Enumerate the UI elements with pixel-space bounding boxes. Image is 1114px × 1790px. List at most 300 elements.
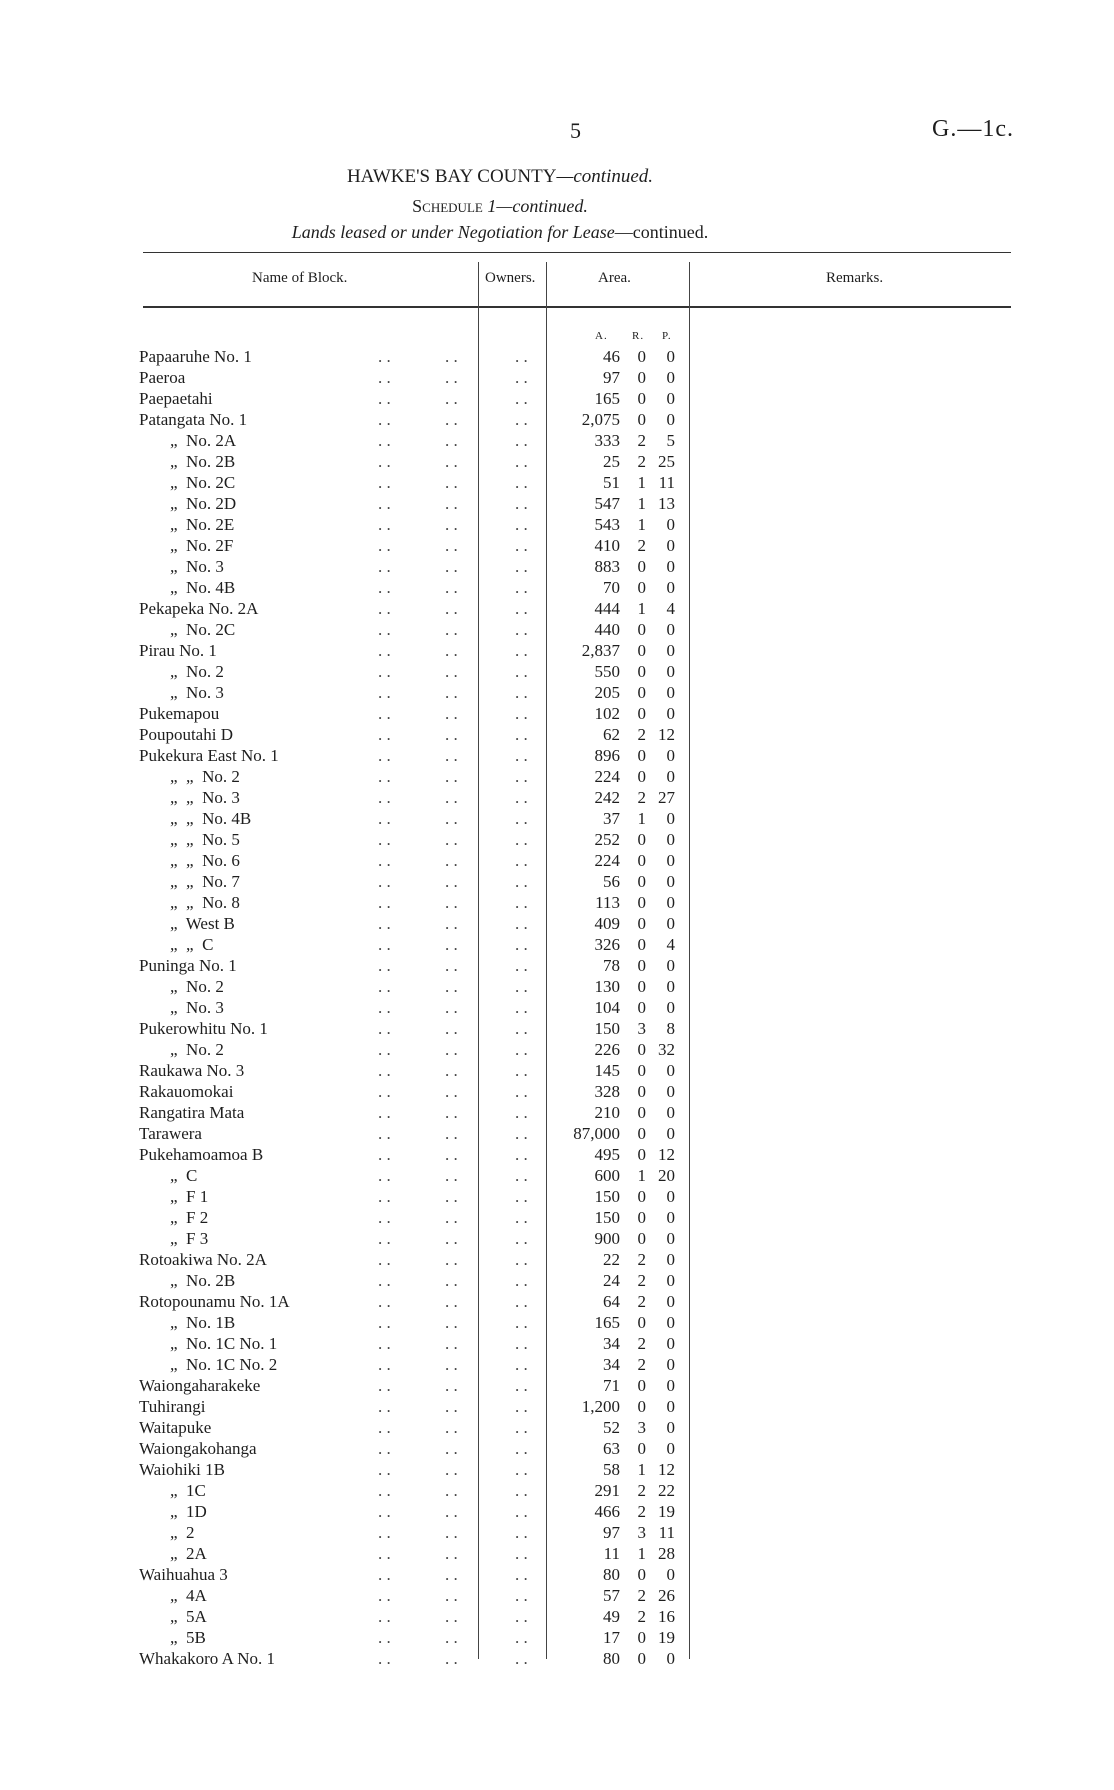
leader-dots: . . <box>515 662 528 681</box>
leader-dots: . . <box>445 1481 458 1500</box>
block-name: „ F 1 <box>170 1187 209 1206</box>
leader-dots: . . <box>445 1355 458 1374</box>
block-name: Waihuahua 3 <box>139 1565 228 1584</box>
area-roods: 3 <box>637 1019 646 1038</box>
block-name: „ „ No. 3 <box>170 788 240 807</box>
block-name: „ No. 4B <box>170 578 236 597</box>
leader-dots: . . <box>378 893 391 912</box>
leader-dots: . . <box>515 452 528 471</box>
area-roods: 0 <box>637 977 646 996</box>
area-acres: 62 <box>603 725 620 744</box>
leader-dots: . . <box>515 872 528 891</box>
block-name: Rakauomokai <box>139 1082 234 1101</box>
leader-dots: . . <box>378 683 391 702</box>
area-roods: 0 <box>637 1145 646 1164</box>
block-name: „ No. 2B <box>170 452 236 471</box>
leader-dots: . . <box>515 368 528 387</box>
leader-dots: . . <box>515 1649 528 1668</box>
area-acres: 130 <box>594 977 620 996</box>
table-row <box>0 871 1114 892</box>
table-row <box>0 367 1114 388</box>
table-row <box>0 934 1114 955</box>
leader-dots: . . <box>515 1628 528 1647</box>
block-name: Whakakoro A No. 1 <box>139 1649 275 1668</box>
leader-dots: . . <box>445 1544 458 1563</box>
area-acres: 550 <box>594 662 620 681</box>
block-name: Waiongakohanga <box>139 1439 257 1458</box>
leader-dots: . . <box>378 830 391 849</box>
leader-dots: . . <box>515 1502 528 1521</box>
block-name: Poupoutahi D <box>139 725 233 744</box>
leader-dots: . . <box>445 1376 458 1395</box>
area-acres: 24 <box>603 1271 620 1290</box>
area-perches: 32 <box>658 1040 675 1059</box>
leader-dots: . . <box>445 1103 458 1122</box>
area-roods: 2 <box>637 431 646 450</box>
area-perches: 19 <box>658 1628 675 1647</box>
area-roods: 3 <box>637 1418 646 1437</box>
table-row <box>0 640 1114 661</box>
area-perches: 0 <box>666 1376 675 1395</box>
leader-dots: . . <box>445 515 458 534</box>
area-perches: 28 <box>658 1544 675 1563</box>
area-roods: 0 <box>637 620 646 639</box>
area-acres: 71 <box>603 1376 620 1395</box>
area-roods: 0 <box>637 830 646 849</box>
leader-dots: . . <box>515 1607 528 1626</box>
leader-dots: . . <box>378 1208 391 1227</box>
leader-dots: . . <box>515 473 528 492</box>
area-acres: 34 <box>603 1334 620 1353</box>
area-acres: 97 <box>603 368 620 387</box>
table-row <box>0 1165 1114 1186</box>
leader-dots: . . <box>378 704 391 723</box>
block-name: Tuhirangi <box>139 1397 206 1416</box>
area-roods: 0 <box>637 1397 646 1416</box>
area-perches: 0 <box>666 956 675 975</box>
leader-dots: . . <box>445 1502 458 1521</box>
area-perches: 11 <box>658 1523 675 1542</box>
block-name: „ 5B <box>170 1628 206 1647</box>
area-roods: 1 <box>637 473 646 492</box>
table-row <box>0 514 1114 535</box>
area-acres: 495 <box>594 1145 620 1164</box>
area-acres: 80 <box>603 1565 620 1584</box>
area-acres: 2,837 <box>581 641 620 660</box>
area-perches: 0 <box>666 1082 675 1101</box>
leader-dots: . . <box>515 431 528 450</box>
table-row <box>0 1480 1114 1501</box>
table-row <box>0 1228 1114 1249</box>
table-row <box>0 682 1114 703</box>
area-roods: 0 <box>637 578 646 597</box>
area-roods: 1 <box>637 515 646 534</box>
county-suffix: —continued. <box>556 166 654 187</box>
area-perches: 12 <box>658 725 675 744</box>
leader-dots: . . <box>378 1040 391 1059</box>
leader-dots: . . <box>445 830 458 849</box>
leader-dots: . . <box>445 620 458 639</box>
block-name: „ „ C <box>170 935 214 954</box>
table-row <box>0 1207 1114 1228</box>
area-roods: 0 <box>637 872 646 891</box>
block-name: „ No. 2E <box>170 515 235 534</box>
leader-dots: . . <box>515 1544 528 1563</box>
table-row <box>0 619 1114 640</box>
leader-dots: . . <box>445 1565 458 1584</box>
area-roods: 2 <box>637 1586 646 1605</box>
leader-dots: . . <box>378 1061 391 1080</box>
block-name: „ No. 1C No. 2 <box>170 1355 278 1374</box>
leader-dots: . . <box>515 1376 528 1395</box>
leader-dots: . . <box>378 1019 391 1038</box>
area-perches: 0 <box>666 851 675 870</box>
leader-dots: . . <box>378 1376 391 1395</box>
area-perches: 0 <box>666 1250 675 1269</box>
table-row <box>0 766 1114 787</box>
area-acres: 63 <box>603 1439 620 1458</box>
lands-heading <box>0 222 1000 243</box>
leader-dots: . . <box>378 1187 391 1206</box>
area-perches: 0 <box>666 1313 675 1332</box>
table-row <box>0 556 1114 577</box>
leader-dots: . . <box>515 1460 528 1479</box>
leader-dots: . . <box>445 956 458 975</box>
block-name: „ 4A <box>170 1586 207 1605</box>
area-acres: 543 <box>594 515 620 534</box>
area-roods: 1 <box>637 1460 646 1479</box>
block-name: Pukekura East No. 1 <box>139 746 279 765</box>
leader-dots: . . <box>378 872 391 891</box>
leader-dots: . . <box>445 1145 458 1164</box>
area-acres: 242 <box>594 788 620 807</box>
page-number: 5 <box>570 118 581 143</box>
area-roods: 0 <box>637 1103 646 1122</box>
area-roods: 2 <box>637 536 646 555</box>
table-row <box>0 451 1114 472</box>
block-name: Rotoakiwa No. 2A <box>139 1250 267 1269</box>
leader-dots: . . <box>515 1397 528 1416</box>
block-name: Pukemapou <box>139 704 220 723</box>
area-roods: 0 <box>637 1208 646 1227</box>
leader-dots: . . <box>378 1523 391 1542</box>
area-perches: 12 <box>658 1460 675 1479</box>
table-row <box>0 1186 1114 1207</box>
table-row <box>0 1501 1114 1522</box>
block-name: „ No. 1B <box>170 1313 236 1332</box>
table-row <box>0 346 1114 367</box>
area-roods: 0 <box>637 1649 646 1668</box>
leader-dots: . . <box>445 1334 458 1353</box>
area-perches: 4 <box>666 599 675 618</box>
area-perches: 0 <box>666 410 675 429</box>
leader-dots: . . <box>515 1481 528 1500</box>
area-perches: 0 <box>666 1397 675 1416</box>
table-row <box>0 745 1114 766</box>
area-perches: 0 <box>666 1292 675 1311</box>
table-row <box>0 1522 1114 1543</box>
area-perches: 0 <box>666 1124 675 1143</box>
area-perches: 0 <box>666 662 675 681</box>
column-header-remarks: Remarks. <box>826 270 884 286</box>
leader-dots: . . <box>445 788 458 807</box>
area-acres: 409 <box>594 914 620 933</box>
area-roods: 0 <box>637 1376 646 1395</box>
area-acres: 34 <box>603 1355 620 1374</box>
table-row <box>0 1417 1114 1438</box>
leader-dots: . . <box>378 389 391 408</box>
leader-dots: . . <box>378 473 391 492</box>
leader-dots: . . <box>445 578 458 597</box>
area-perches: 0 <box>666 977 675 996</box>
area-roods: 2 <box>637 788 646 807</box>
leader-dots: . . <box>445 914 458 933</box>
area-roods: 0 <box>637 935 646 954</box>
area-perches: 0 <box>666 1334 675 1353</box>
leader-dots: . . <box>445 683 458 702</box>
table-row <box>0 1018 1114 1039</box>
leader-dots: . . <box>515 620 528 639</box>
area-perches: 0 <box>666 914 675 933</box>
table-row <box>0 1606 1114 1627</box>
leader-dots: . . <box>515 704 528 723</box>
block-name: „ „ No. 6 <box>170 851 240 870</box>
block-name: „ No. 2 <box>170 977 224 996</box>
leader-dots: . . <box>378 1166 391 1185</box>
leader-dots: . . <box>445 1271 458 1290</box>
leader-dots: . . <box>445 1082 458 1101</box>
area-roods: 0 <box>637 893 646 912</box>
area-acres: 104 <box>594 998 620 1017</box>
area-perches: 0 <box>666 1229 675 1248</box>
table-row <box>0 535 1114 556</box>
leader-dots: . . <box>378 410 391 429</box>
leader-dots: . . <box>445 935 458 954</box>
table-row <box>0 1312 1114 1333</box>
table-row <box>0 850 1114 871</box>
table-row <box>0 1081 1114 1102</box>
area-roods: 0 <box>637 998 646 1017</box>
leader-dots: . . <box>378 1481 391 1500</box>
table-row <box>0 1564 1114 1585</box>
leader-dots: . . <box>515 1292 528 1311</box>
table-row <box>0 1585 1114 1606</box>
table-row <box>0 892 1114 913</box>
leader-dots: . . <box>515 914 528 933</box>
area-acres: 224 <box>594 767 620 786</box>
area-acres: 17 <box>603 1628 620 1647</box>
area-perches: 0 <box>666 347 675 366</box>
area-perches: 16 <box>658 1607 675 1626</box>
leader-dots: . . <box>378 1124 391 1143</box>
table-row <box>0 955 1114 976</box>
area-perches: 0 <box>666 1565 675 1584</box>
block-name: Pukehamoamoa B <box>139 1145 264 1164</box>
area-acres: 2,075 <box>581 410 620 429</box>
area-perches: 20 <box>658 1166 675 1185</box>
table-row <box>0 472 1114 493</box>
area-roods: 0 <box>637 368 646 387</box>
area-acres: 46 <box>603 347 620 366</box>
leader-dots: . . <box>378 767 391 786</box>
area-perches: 0 <box>666 1187 675 1206</box>
area-acres: 70 <box>603 578 620 597</box>
leader-dots: . . <box>445 494 458 513</box>
area-acres: 252 <box>594 830 620 849</box>
leader-dots: . . <box>515 1439 528 1458</box>
area-acres: 87,000 <box>573 1124 620 1143</box>
table-row <box>0 787 1114 808</box>
leader-dots: . . <box>378 1250 391 1269</box>
area-perches: 0 <box>666 641 675 660</box>
table-row <box>0 1270 1114 1291</box>
area-roods: 0 <box>637 557 646 576</box>
leader-dots: . . <box>515 515 528 534</box>
block-name: „ 5A <box>170 1607 207 1626</box>
leader-dots: . . <box>515 1124 528 1143</box>
block-name: „ „ No. 8 <box>170 893 240 912</box>
document-code: G.—1c. <box>932 116 1014 142</box>
leader-dots: . . <box>378 620 391 639</box>
leader-dots: . . <box>378 1313 391 1332</box>
area-perches: 0 <box>666 704 675 723</box>
leader-dots: . . <box>378 1103 391 1122</box>
area-roods: 0 <box>637 389 646 408</box>
leader-dots: . . <box>445 1586 458 1605</box>
leader-dots: . . <box>445 872 458 891</box>
leader-dots: . . <box>515 893 528 912</box>
area-roods: 0 <box>637 746 646 765</box>
block-name: Patangata No. 1 <box>139 410 248 429</box>
table-row <box>0 808 1114 829</box>
block-name: „ „ No. 5 <box>170 830 240 849</box>
leader-dots: . . <box>445 1523 458 1542</box>
leader-dots: . . <box>378 1439 391 1458</box>
area-perches: 0 <box>666 746 675 765</box>
block-name: „ No. 2D <box>170 494 237 513</box>
leader-dots: . . <box>378 1460 391 1479</box>
leader-dots: . . <box>445 641 458 660</box>
leader-dots: . . <box>445 1628 458 1647</box>
leader-dots: . . <box>378 1628 391 1647</box>
leader-dots: . . <box>515 851 528 870</box>
table-row <box>0 997 1114 1018</box>
column-header-area: Area. <box>598 270 631 286</box>
leader-dots: . . <box>515 935 528 954</box>
block-name: „ No. 3 <box>170 683 224 702</box>
leader-dots: . . <box>378 1292 391 1311</box>
area-perches: 0 <box>666 1439 675 1458</box>
leader-dots: . . <box>515 557 528 576</box>
area-perches: 0 <box>666 557 675 576</box>
block-name: „ No. 2C <box>170 473 236 492</box>
area-perches: 0 <box>666 809 675 828</box>
unit-roods: R. <box>632 330 645 342</box>
leader-dots: . . <box>445 998 458 1017</box>
area-acres: 226 <box>594 1040 620 1059</box>
table-row <box>0 1144 1114 1165</box>
table-row <box>0 1396 1114 1417</box>
leader-dots: . . <box>515 389 528 408</box>
leader-dots: . . <box>445 704 458 723</box>
table-row <box>0 703 1114 724</box>
area-acres: 97 <box>603 1523 620 1542</box>
leader-dots: . . <box>445 473 458 492</box>
area-roods: 2 <box>637 1607 646 1626</box>
county-heading <box>0 166 1000 188</box>
table-row <box>0 388 1114 409</box>
area-roods: 0 <box>637 1124 646 1143</box>
leader-dots: . . <box>378 1607 391 1626</box>
area-roods: 0 <box>637 956 646 975</box>
area-acres: 78 <box>603 956 620 975</box>
leader-dots: . . <box>445 767 458 786</box>
leader-dots: . . <box>445 1187 458 1206</box>
area-roods: 0 <box>637 1187 646 1206</box>
table-row <box>0 1060 1114 1081</box>
table-row <box>0 1291 1114 1312</box>
area-acres: 113 <box>595 893 620 912</box>
leader-dots: . . <box>515 1145 528 1164</box>
block-name: „ „ No. 7 <box>170 872 240 891</box>
area-perches: 0 <box>666 767 675 786</box>
area-perches: 0 <box>666 368 675 387</box>
area-perches: 11 <box>658 473 675 492</box>
leader-dots: . . <box>378 1145 391 1164</box>
block-name: „ C <box>170 1166 198 1185</box>
block-name: Rotopounamu No. 1A <box>139 1292 290 1311</box>
leader-dots: . . <box>515 1271 528 1290</box>
leader-dots: . . <box>445 1124 458 1143</box>
area-roods: 2 <box>637 1502 646 1521</box>
area-roods: 0 <box>637 347 646 366</box>
area-perches: 0 <box>666 1271 675 1290</box>
leader-dots: . . <box>378 431 391 450</box>
leader-dots: . . <box>445 1229 458 1248</box>
area-roods: 3 <box>637 1523 646 1542</box>
leader-dots: . . <box>515 1334 528 1353</box>
column-header-name: Name of Block. <box>252 270 348 286</box>
block-name: „ No. 1C No. 1 <box>170 1334 278 1353</box>
leader-dots: . . <box>515 1250 528 1269</box>
leader-dots: . . <box>378 1271 391 1290</box>
leader-dots: . . <box>515 1103 528 1122</box>
area-perches: 0 <box>666 830 675 849</box>
area-perches: 4 <box>666 935 675 954</box>
leader-dots: . . <box>445 1439 458 1458</box>
table-row <box>0 724 1114 745</box>
leader-dots: . . <box>378 1082 391 1101</box>
area-perches: 13 <box>658 494 675 513</box>
area-roods: 1 <box>637 809 646 828</box>
block-name: Raukawa No. 3 <box>139 1061 245 1080</box>
area-perches: 0 <box>666 536 675 555</box>
leader-dots: . . <box>378 1565 391 1584</box>
area-perches: 25 <box>658 452 675 471</box>
leader-dots: . . <box>378 1334 391 1353</box>
area-roods: 0 <box>637 410 646 429</box>
area-perches: 0 <box>666 998 675 1017</box>
leader-dots: . . <box>515 767 528 786</box>
block-name: „ 1D <box>170 1502 207 1521</box>
block-name: Papaaruhe No. 1 <box>139 347 252 366</box>
area-perches: 26 <box>658 1586 675 1605</box>
area-roods: 2 <box>637 1355 646 1374</box>
leader-dots: . . <box>378 536 391 555</box>
area-roods: 0 <box>637 1082 646 1101</box>
block-name: Pukerowhitu No. 1 <box>139 1019 268 1038</box>
block-name: „ „ No. 2 <box>170 767 240 786</box>
